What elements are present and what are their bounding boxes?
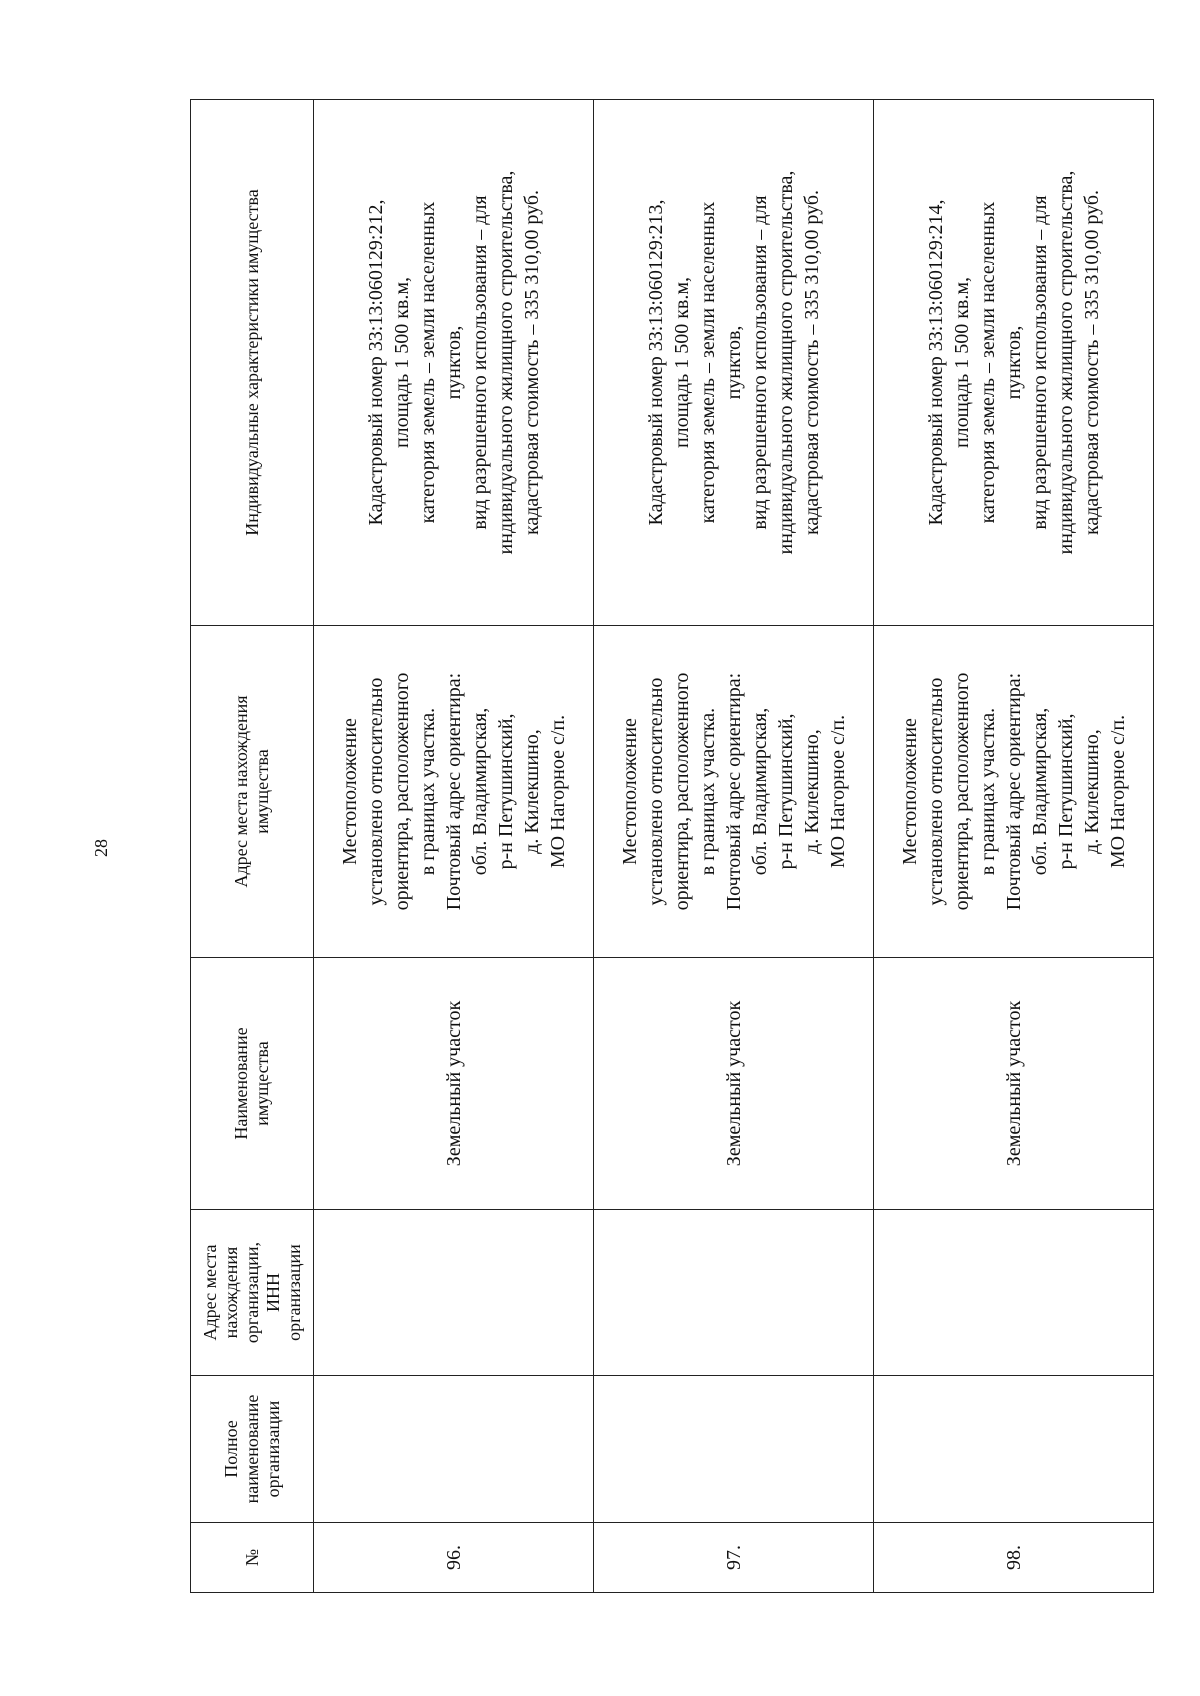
property-address-cell [594,626,874,958]
characteristics-line: кадастровая стоимость – 335 310,00 руб. [1080,189,1103,536]
header-org-address-line: ИНН [262,1273,283,1312]
characteristics-cell [314,100,594,626]
property-table [190,99,1154,1593]
page-number: 28 [91,839,111,857]
row-number: 96. [314,1523,594,1593]
characteristics-line: индивидуального жилищного строительства, [774,170,797,555]
address-line: д. Килекшино, [1080,729,1103,854]
address-line: Почтовый адрес ориентира: [442,672,465,911]
header-org-address-line: организации, [241,1241,262,1344]
characteristics-cell [594,100,874,626]
header-org-address-line: нахождения [220,1246,241,1339]
characteristics-line: пунктов, [722,325,745,400]
characteristics-line: площадь 1 500 кв.м, [390,276,413,449]
address-line: Почтовый адрес ориентира: [1002,672,1025,911]
header-property-name-line: имущества [252,1041,272,1126]
address-line: Местоположение [618,718,641,865]
header-org-name-line: Полное [220,1420,241,1478]
property-address-cell [314,626,594,958]
row-number: 97. [594,1523,874,1593]
header-org-address-line: организации [283,1244,304,1341]
characteristics-line: индивидуального жилищного строительства, [1054,170,1077,555]
org-address-cell [594,1210,874,1376]
address-line: д. Килекшино, [520,729,543,854]
characteristics-line: категория земель – земли населенных [416,201,439,524]
characteristics-line: категория земель – земли населенных [696,201,719,524]
address-line: обл. Владимирская, [468,707,491,876]
characteristics-line: вид разрешенного использования – для [468,195,491,530]
header-property-address-line: Адрес места нахождения [231,695,251,888]
header-characteristics: Индивидуальные характеристики имущества [191,100,314,626]
address-line: в границах участка. [416,707,439,876]
characteristics-line: индивидуального жилищного строительства, [494,170,517,555]
address-line: ориентира, расположенного [950,672,973,911]
table-row [874,100,1154,1593]
row-number: 98. [874,1523,1154,1593]
header-org-name [191,1376,314,1523]
header-org-address-line: Адрес места [199,1244,220,1341]
table-header-row [191,100,314,1593]
characteristics-line: вид разрешенного использования – для [748,195,771,530]
org-name-cell [874,1376,1154,1523]
characteristics-line: площадь 1 500 кв.м, [950,276,973,449]
characteristics-line: площадь 1 500 кв.м, [670,276,693,449]
address-line: установлено относительно [924,677,947,906]
address-line: Местоположение [338,718,361,865]
address-line: р-н Петушинский, [774,713,797,870]
property-table-wrapper [190,100,1153,1593]
address-line: в границах участка. [696,707,719,876]
address-line: МО Нагорное с/п. [1106,714,1129,869]
address-line: ориентира, расположенного [670,672,693,911]
address-line: Почтовый адрес ориентира: [722,672,745,911]
characteristics-line: пунктов, [1002,325,1025,400]
header-property-address-line: имущества [252,749,272,834]
org-name-cell [594,1376,874,1523]
characteristics-line: Кадастровый номер 33:13:060129:212, [364,199,387,526]
address-line: р-н Петушинский, [1054,713,1077,870]
address-line: обл. Владимирская, [1028,707,1051,876]
address-line: установлено относительно [364,677,387,906]
address-line: МО Нагорное с/п. [546,714,569,869]
header-org-name-line: организации [262,1400,283,1498]
characteristics-line: кадастровая стоимость – 335 310,00 руб. [800,189,823,536]
property-name-cell: Земельный участок [594,958,874,1210]
org-name-cell [314,1376,594,1523]
header-org-address [191,1210,314,1376]
table-row [594,100,874,1593]
address-line: д. Килекшино, [800,729,823,854]
property-name-cell: Земельный участок [314,958,594,1210]
address-line: ориентира, расположенного [390,672,413,911]
characteristics-line: пунктов, [442,325,465,400]
address-line: установлено относительно [644,677,667,906]
address-line: в границах участка. [976,707,999,876]
characteristics-cell [874,100,1154,626]
header-org-name-line: наименование [241,1394,262,1504]
address-line: р-н Петушинский, [494,713,517,870]
characteristics-line: кадастровая стоимость – 335 310,00 руб. [520,189,543,536]
header-property-address [191,626,314,958]
characteristics-line: Кадастровый номер 33:13:060129:214, [924,199,947,526]
header-property-name-line: Наименование [231,1027,251,1140]
property-name-cell: Земельный участок [874,958,1154,1210]
table-row [314,100,594,1593]
address-line: обл. Владимирская, [748,707,771,876]
header-property-name [191,958,314,1210]
characteristics-line: категория земель – земли населенных [976,201,999,524]
characteristics-line: Кадастровый номер 33:13:060129:213, [644,199,667,526]
property-address-cell [874,626,1154,958]
header-number: № [191,1523,314,1593]
address-line: МО Нагорное с/п. [826,714,849,869]
org-address-cell [874,1210,1154,1376]
characteristics-line: вид разрешенного использования – для [1028,195,1051,530]
org-address-cell [314,1210,594,1376]
address-line: Местоположение [898,718,921,865]
